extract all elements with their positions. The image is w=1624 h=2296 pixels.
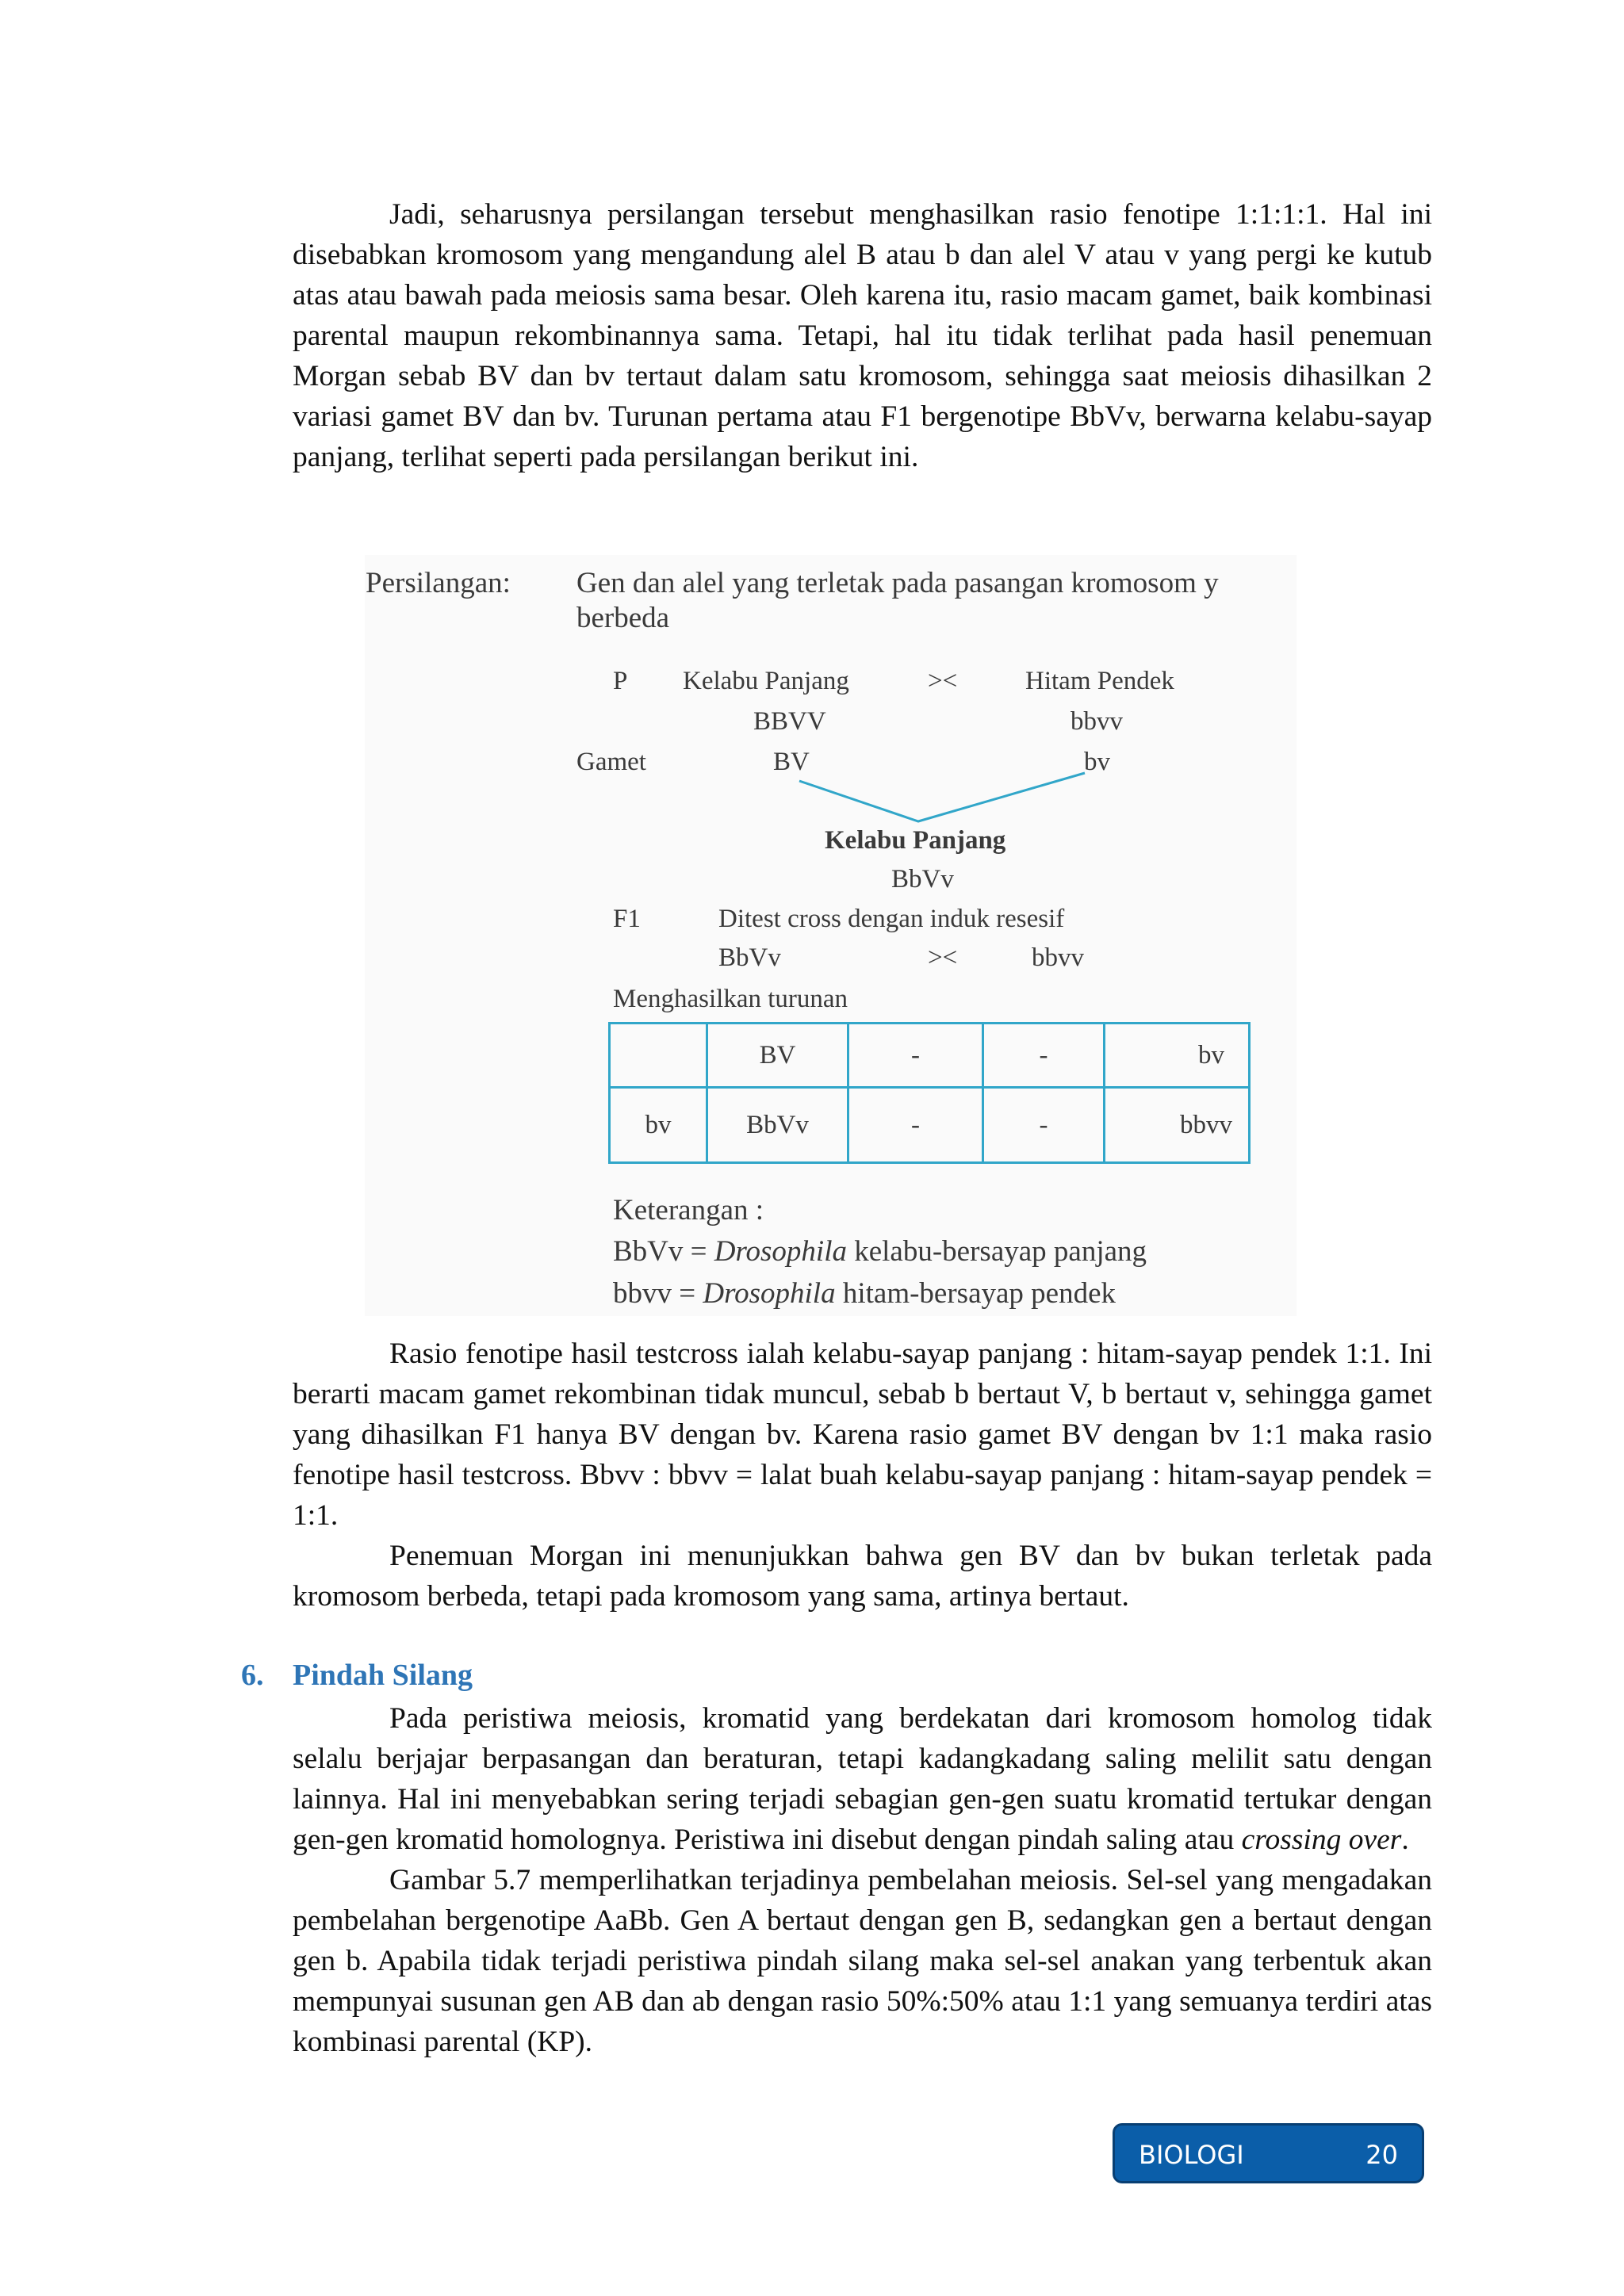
paragraph: Penemuan Morgan ini menunjukkan bahwa gen BV dan bv bukan terletak pada kromosom berbeda, tetapi pada kromosom yang sama, artinya bertaut. <box>293 1540 1432 1613</box>
table-cell: - <box>848 1024 983 1088</box>
punnett-table <box>608 1022 1251 1164</box>
section-heading <box>241 1658 473 1693</box>
paragraph: Jadi, seharusnya persilangan tersebut menghasilkan rasio fenotipe 1:1:1:1. Hal ini disebabkan kromosom yang mengandung alel B atau b dan alel V atau v yang pergi ke kutub atas atau bawah pada meiosis sama besar. Oleh karena itu, rasio macam gamet, baik kombinasi parental maupun rekombinannya sama. Tetapi, hal itu tidak terlihat pada hasil penemuan Morgan sebab BV dan bv tertaut dalam satu kromosom, sehingga saat meiosis dihasilkan 2 variasi gamet BV dan bv. Turunan pertama atau F1 bergenotipe BbVv, berwarna kelabu-sayap panjang, terlihat seperti pada persilangan berikut ini. <box>293 198 1432 473</box>
paragraph: Rasio fenotipe hasil testcross ialah kelabu-sayap panjang : hitam-sayap pendek 1:1. Ini berarti macam gamet rekombinan tidak muncul, sebab b bertaut V, b bertaut v, sehingga gamet yang dihasilkan F1 hanya BV dengan bv. Karena rasio gamet BV dengan bv 1:1 maka rasio fenotipe hasil testcross. Bbvv : bbvv = lalat buah kelabu-sayap panjang : hitam-sayap pendek = 1:1. <box>293 1337 1432 1532</box>
testcross-symbol: >< <box>928 943 958 972</box>
parent2-phenotype: Hitam Pendek <box>1025 667 1174 695</box>
table-row <box>610 1088 1250 1163</box>
table-cell: bv <box>610 1088 707 1163</box>
table-row <box>610 1024 1250 1088</box>
parent1-phenotype: Kelabu Panjang <box>683 667 849 695</box>
paragraph-crossing-over <box>293 1698 1432 2062</box>
legend-item-2: bbvv = Drosophila hitam-bersayap pendek <box>613 1277 1116 1310</box>
table-cell: - <box>848 1088 983 1163</box>
testcross-parent2: bbvv <box>1032 943 1084 972</box>
table-cell <box>610 1024 707 1088</box>
paragraph: Gambar 5.7 memperlihatkan terjadinya pembelahan meiosis. Sel-sel yang mengadakan pembelahan bergenotipe AaBb. Gen A bertaut dengan gen B, sedangkan gen a bertaut dengan gen b. Apabila tidak terjadi peristiwa pindah silang maka sel-sel anakan yang terbentuk akan mempunyai susunan gen AB dan ab dengan rasio 50%:50% atau 1:1 yang semuanya terdiri atas kombinasi parental (KP). <box>293 1864 1432 2058</box>
section-number: 6. <box>241 1659 264 1692</box>
table-cell: bv <box>1105 1024 1250 1088</box>
page-number: 20 <box>1365 2140 1398 2170</box>
gamet-label: Gamet <box>576 748 646 776</box>
p-label: P <box>613 667 628 695</box>
testcross-text: Ditest cross dengan induk resesif <box>718 905 1065 933</box>
paragraph: Pada peristiwa meiosis, kromatid yang berdekatan dari kromosom homolog tidak selalu berjajar berpasangan dan beraturan, tetapi kadangkadang saling melilit satu dengan lainnya. Hal ini menyebabkan sering terjadi sebagian gen-gen suatu kromatid tertukar dengan gen-gen kromatid homolognya. Peristiwa ini disebut dengan pindah saling atau crossing over. <box>293 1702 1432 1856</box>
table-cell: bbvv <box>1105 1088 1250 1163</box>
persilangan-label: Persilangan: <box>366 567 511 599</box>
fusion-line <box>799 773 1085 821</box>
table-cell: BV <box>707 1024 848 1088</box>
f1-label: F1 <box>613 905 641 933</box>
table-cell: - <box>983 1024 1105 1088</box>
table-cell: BbVv <box>707 1088 848 1163</box>
parent2-genotype: bbvv <box>1071 707 1123 736</box>
table-cell: - <box>983 1088 1105 1163</box>
cross-symbol: >< <box>928 667 958 695</box>
f1-phenotype: Kelabu Panjang <box>825 826 1006 855</box>
subject-label: BIOLOGI <box>1139 2140 1244 2170</box>
f1-genotype: BbVv <box>891 865 954 894</box>
gamete-bv-upper: BV <box>773 748 810 776</box>
gamete-fusion-lines <box>0 0 1624 872</box>
parent1-genotype: BBVV <box>753 707 826 736</box>
paragraph-results <box>293 1334 1432 1617</box>
figure-title-line1: Gen dan alel yang terletak pada pasangan kromosom y <box>576 567 1219 599</box>
figure-title-line2: berbeda <box>576 602 670 634</box>
section-title: Pindah Silang <box>293 1659 473 1692</box>
testcross-parent1: BbVv <box>718 943 781 972</box>
gamete-bv-lower: bv <box>1084 748 1110 776</box>
legend-title: Keterangan : <box>613 1194 764 1226</box>
offspring-label: Menghasilkan turunan <box>613 985 848 1013</box>
footer-badge <box>1113 2123 1424 2183</box>
legend-item-1: BbVv = Drosophila kelabu-bersayap panjang <box>613 1235 1147 1268</box>
